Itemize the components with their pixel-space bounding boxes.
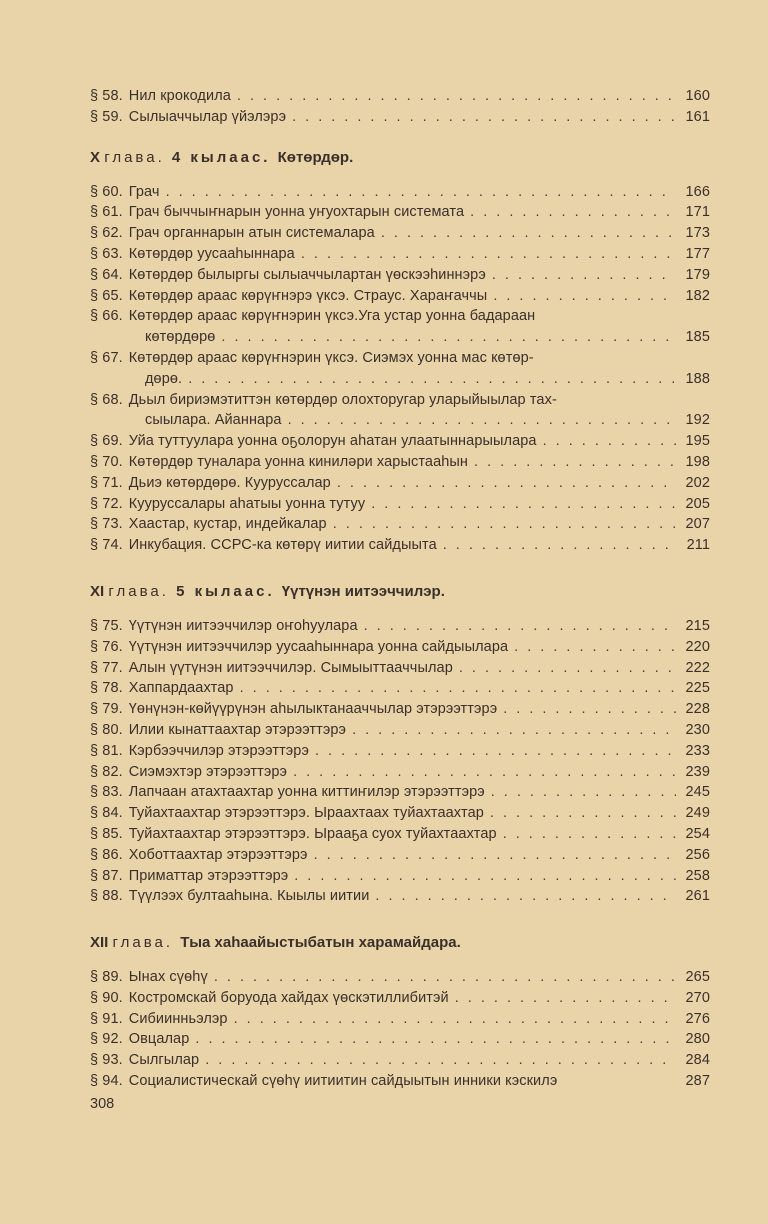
page-ref: 205 — [685, 495, 710, 512]
toc-entry-line — [90, 86, 710, 107]
section-number: § 62. — [90, 225, 123, 242]
toc-entry — [90, 967, 710, 988]
page-ref: 256 — [685, 846, 710, 863]
dot-leader — [470, 202, 676, 223]
dot-leader — [491, 782, 676, 803]
section-number: § 88. — [90, 888, 123, 905]
dot-leader — [288, 410, 676, 431]
chapter-number: XI — [90, 582, 109, 600]
dot-leader — [333, 514, 676, 535]
section-number: § 91. — [90, 1010, 123, 1027]
toc-entry — [90, 658, 710, 679]
toc-entry — [90, 86, 710, 107]
page-ref: 222 — [685, 659, 710, 676]
dot-leader — [234, 1009, 676, 1030]
section-title: Грач — [128, 183, 160, 200]
section-number: § 85. — [90, 825, 123, 842]
section-title: Приматтар этэрээттэрэ — [128, 867, 289, 884]
toc-entry — [90, 678, 710, 699]
dot-leader — [301, 244, 676, 265]
page-ref: 258 — [685, 867, 710, 884]
toc-entry — [90, 1009, 710, 1030]
page-ref: 249 — [685, 805, 710, 822]
toc-entry-line — [90, 886, 710, 907]
page-ref: 215 — [685, 617, 710, 634]
page-ref: 270 — [685, 989, 710, 1006]
toc-entry-line — [90, 535, 710, 556]
dot-leader — [294, 866, 676, 887]
section-number: § 86. — [90, 846, 123, 863]
section-number: § 63. — [90, 245, 123, 262]
toc-entry-line — [90, 265, 710, 286]
dot-leader — [490, 803, 676, 824]
section-number: § 74. — [90, 537, 123, 554]
section-number: § 60. — [90, 183, 123, 200]
toc-entry — [90, 107, 710, 128]
section-number: § 73. — [90, 516, 123, 533]
toc-entry-line — [90, 327, 710, 348]
section-title: Инкубация. ССРС-ка көтөрү иитии сайдыыта — [128, 537, 437, 554]
toc-entry-line — [90, 431, 710, 452]
chapter-title: Тыа хаһаайыстыбатын харамайдара. — [180, 934, 461, 952]
toc-entry — [90, 845, 710, 866]
toc-entry-line — [90, 452, 710, 473]
section-title: Илии кынаттаахтар этэрээттэрэ — [128, 721, 347, 738]
page-ref: 177 — [685, 245, 710, 262]
section-number: § 72. — [90, 495, 123, 512]
section-title: Уйа туттуулара уонна оҕолорун аһатан улаатыннарыылара — [128, 433, 537, 450]
section-title: Кэрбээччилэр этэрээттэрэ — [128, 742, 309, 759]
toc-entry-line — [90, 762, 710, 783]
toc-entry — [90, 473, 710, 494]
grade-label: 5 кылаас. — [176, 582, 282, 600]
page-ref: 160 — [685, 88, 710, 104]
section-title: көтөрдөрө — [145, 329, 216, 346]
toc-entry-line — [90, 348, 710, 369]
dot-leader — [364, 616, 676, 637]
toc-entry-line — [90, 410, 710, 431]
section-number: § 89. — [90, 969, 123, 986]
section-number: § 68. — [90, 391, 123, 408]
dot-leader — [492, 265, 676, 286]
toc-entry — [90, 699, 710, 720]
section-title: Көтөрдөр араас көрүҥнэрин үксэ. Сиэмэх уонна мас көтөр- — [128, 349, 534, 366]
toc-entry — [90, 988, 710, 1009]
section-title: Үүтүнэн иитээччилэр оҥоһуулара — [128, 617, 358, 634]
section-title: Сибиинньэлэр — [128, 1010, 228, 1027]
toc-entry-line — [90, 658, 710, 679]
chapter-label: глава. — [104, 148, 172, 166]
chapter-label: глава. — [112, 934, 181, 952]
toc-entry — [90, 866, 710, 887]
page-ref: 188 — [685, 370, 710, 387]
section-number: § 59. — [90, 108, 123, 125]
dot-leader — [514, 637, 676, 658]
section-title: Көтөрдөр араас көрүҥнэрэ үксэ. Страус. Хараҥаччы — [128, 287, 488, 304]
section-number: § 77. — [90, 659, 123, 676]
toc-entry-line — [90, 782, 710, 803]
dot-leader — [240, 678, 676, 699]
section-title: Нил крокодила — [128, 88, 231, 104]
section-title: Түүлээх бултааһына. Кыылы иитии — [128, 888, 370, 905]
toc-entry-line — [90, 107, 710, 128]
toc-entry — [90, 390, 710, 432]
section-title: сыылара. Айаннара — [145, 412, 282, 429]
toc-entry — [90, 637, 710, 658]
section-title: Ынах сүөһү — [128, 969, 208, 986]
section-number: § 80. — [90, 721, 123, 738]
toc-entry-line — [90, 720, 710, 741]
toc-entry — [90, 452, 710, 473]
toc-entry — [90, 886, 710, 907]
page-ref: 239 — [685, 763, 710, 780]
toc-entry-line — [90, 223, 710, 244]
dot-leader — [474, 452, 676, 473]
toc-entry — [90, 244, 710, 265]
page-ref: 198 — [685, 453, 710, 470]
toc-entry-line — [90, 866, 710, 887]
dot-leader — [375, 886, 676, 907]
page-ref: 207 — [685, 516, 710, 533]
dot-leader — [459, 658, 676, 679]
dot-leader — [371, 494, 676, 515]
section-number: § 64. — [90, 266, 123, 283]
page-ref: 173 — [685, 225, 710, 242]
toc-entry-line — [90, 803, 710, 824]
section-title: дөрө. — [145, 370, 183, 387]
page-ref: 161 — [685, 108, 710, 125]
toc-entry-line — [90, 306, 710, 327]
dot-leader — [337, 473, 676, 494]
page-ref: 202 — [685, 474, 710, 491]
page-ref: 195 — [685, 433, 710, 450]
dot-leader — [543, 431, 676, 452]
section-title: Грач органнарын атын системалара — [128, 225, 375, 242]
page-ref: 228 — [685, 701, 710, 718]
section-title: Туйахтаахтар этэрээттэрэ. Ырааҕа суох туйахтаахтар — [128, 825, 497, 842]
dot-leader — [352, 720, 676, 741]
toc-entry — [90, 265, 710, 286]
section-title: Туйахтаахтар этэрээттэрэ. Ыраахтаах туйахтаахтар — [128, 805, 484, 822]
section-number: § 65. — [90, 287, 123, 304]
page-ref: 284 — [685, 1052, 710, 1069]
toc-entry — [90, 720, 710, 741]
chapter-heading — [90, 933, 710, 953]
section-title: Лапчаан атахтаахтар уонна киттиҥилэр этэрээттэрэ — [128, 784, 485, 801]
section-number: § 58. — [90, 88, 123, 104]
section-number: § 67. — [90, 349, 123, 366]
toc-entry — [90, 182, 710, 203]
toc-entry — [90, 286, 710, 307]
section-number: § 81. — [90, 742, 123, 759]
section-title: Көтөрдөр былыргы сылыаччылартан үөскээһиннэрэ — [128, 266, 486, 283]
dot-leader — [455, 988, 676, 1009]
section-number: § 69. — [90, 433, 123, 450]
dot-leader — [293, 762, 676, 783]
chapter-title: Көтөрдөр. — [277, 148, 354, 166]
dot-leader — [381, 223, 676, 244]
toc-entry-line — [90, 741, 710, 762]
section-title: Хаппардаахтар — [128, 680, 234, 697]
toc-entry-line — [90, 616, 710, 637]
section-title: Сылыаччылар үйэлэрэ — [128, 108, 287, 125]
section-title: Хаастар, кустар, индейкалар — [128, 516, 327, 533]
toc-entry-line — [90, 678, 710, 699]
toc-group — [90, 582, 710, 907]
chapter-heading — [90, 582, 710, 602]
dot-leader — [292, 107, 676, 128]
section-number: § 92. — [90, 1031, 123, 1048]
dot-leader — [503, 824, 676, 845]
page-ref: 287 — [685, 1073, 710, 1090]
toc-entry-line — [90, 967, 710, 988]
toc-group — [90, 86, 710, 128]
toc-entry-line — [90, 244, 710, 265]
section-title: Көтөрдөр уусааһыннара — [128, 245, 295, 262]
page-ref: 261 — [685, 888, 710, 905]
toc-entry — [90, 306, 710, 348]
section-title: Куурусcалары аһатыы уонна тутуу — [128, 495, 366, 512]
toc-entry — [90, 762, 710, 783]
toc-entry — [90, 616, 710, 637]
toc-entry — [90, 803, 710, 824]
toc-entry — [90, 514, 710, 535]
dot-leader — [221, 327, 676, 348]
section-number: § 87. — [90, 867, 123, 884]
dot-leader — [315, 741, 676, 762]
section-number: § 83. — [90, 784, 123, 801]
dot-leader — [237, 86, 676, 107]
section-number: § 66. — [90, 308, 123, 325]
page-ref: 182 — [685, 287, 710, 304]
toc-entry-line — [90, 845, 710, 866]
toc-entry-line — [90, 824, 710, 845]
toc-entry — [90, 782, 710, 803]
section-number: § 94. — [90, 1073, 123, 1090]
page-ref: 265 — [685, 969, 710, 986]
toc-entry — [90, 1029, 710, 1050]
toc-entry — [90, 202, 710, 223]
toc-entry-line — [90, 286, 710, 307]
toc-entry-line — [90, 369, 710, 390]
section-title: Сиэмэхтэр этэрээттэрэ — [128, 763, 288, 780]
toc-entry — [90, 348, 710, 390]
toc-entry-line — [90, 182, 710, 203]
toc-entry-line — [90, 390, 710, 411]
chapter-title: Үүтүнэн иитээччилэр. — [281, 582, 445, 600]
section-title: Социалистическай сүөһү иитиитин сайдыытын инники кэскилэ — [128, 1073, 558, 1090]
toc-entry-line — [90, 494, 710, 515]
section-number: § 75. — [90, 617, 123, 634]
table-of-contents — [90, 86, 710, 1112]
page-ref: 179 — [685, 266, 710, 283]
section-title: Овцалар — [128, 1031, 190, 1048]
section-title: Көтөрдөр араас көрүҥнэрин үксэ.Уга устар уонна бадараан — [128, 308, 536, 325]
toc-entry-line — [90, 473, 710, 494]
toc-entry-line — [90, 202, 710, 223]
section-title: Дьыл бириэмэтиттэн көтөрдөр олохторугар уларыйыылар тах- — [128, 391, 557, 408]
section-title: Алын үүтүнэн иитээччилэр. Сымыыттааччылар — [128, 659, 453, 676]
toc-entry — [90, 223, 710, 244]
page-ref: 233 — [685, 742, 710, 759]
section-number: § 79. — [90, 701, 123, 718]
dot-leader — [214, 967, 676, 988]
toc-entry-line — [90, 1050, 710, 1071]
toc-entry — [90, 535, 710, 556]
toc-entry-line — [90, 637, 710, 658]
toc-entry-line — [90, 988, 710, 1009]
dot-leader — [493, 286, 676, 307]
section-number: § 93. — [90, 1052, 123, 1069]
toc-group — [90, 148, 710, 556]
chapter-label: глава. — [108, 582, 177, 600]
section-number: § 82. — [90, 763, 123, 780]
toc-group — [90, 933, 710, 1092]
page-ref: 185 — [685, 329, 710, 346]
toc-entry — [90, 1071, 710, 1092]
page-ref: 225 — [685, 680, 710, 697]
dot-leader — [443, 535, 676, 556]
page-ref: 166 — [685, 183, 710, 200]
page-ref: 276 — [685, 1010, 710, 1027]
section-title: Грач быччыҥнарын уонна уҥуохтарын системата — [128, 204, 465, 221]
dot-leader — [205, 1050, 676, 1071]
chapter-number: X — [90, 148, 105, 166]
toc-entry — [90, 494, 710, 515]
toc-entry-line — [90, 1071, 710, 1092]
section-title: Үөнүнэн-көйүүрүнэн аһылыктанааччылар этэрээттэрэ — [128, 701, 498, 718]
section-number: § 71. — [90, 474, 123, 491]
section-number: § 61. — [90, 204, 123, 221]
toc-entry-line — [90, 699, 710, 720]
page-ref: 211 — [686, 537, 710, 554]
toc-entry-line — [90, 1009, 710, 1030]
section-title: Көтөрдөр туналара уонна киниләри харыстааһын — [128, 453, 469, 470]
dot-leader — [503, 699, 676, 720]
toc-entry — [90, 824, 710, 845]
dot-leader — [314, 845, 676, 866]
page-number: 308 — [90, 1095, 115, 1112]
toc-groups — [90, 86, 710, 1092]
toc-entry — [90, 431, 710, 452]
section-title: Дьиэ көтөрдөрө. Куурусcалар — [128, 474, 331, 491]
toc-entry — [90, 741, 710, 762]
toc-entry — [90, 1050, 710, 1071]
section-number: § 76. — [90, 638, 123, 655]
page-ref: 192 — [685, 412, 710, 429]
page-ref: 220 — [685, 638, 710, 655]
page-ref: 280 — [685, 1031, 710, 1048]
dot-leader — [188, 369, 676, 390]
section-title: Сылгылар — [128, 1052, 200, 1069]
section-number: § 84. — [90, 805, 123, 822]
dot-leader — [195, 1029, 676, 1050]
section-title: Хоботтаахтар этэрээттэрэ — [128, 846, 308, 863]
section-number: § 70. — [90, 453, 123, 470]
dot-leader — [166, 182, 676, 203]
page-ref: 254 — [685, 825, 710, 842]
page-ref: 230 — [685, 721, 710, 738]
section-title: Костромскай боруода хайдах үөскэтиллибитэй — [128, 989, 449, 1006]
grade-label: 4 кылаас. — [171, 148, 278, 166]
chapter-number: XII — [90, 934, 113, 952]
toc-entry-line — [90, 514, 710, 535]
page-ref: 171 — [685, 204, 710, 221]
chapter-heading — [90, 148, 710, 168]
section-title: Үүтүнэн иитээччилэр уусааһыннара уонна сайдыылара — [128, 638, 509, 655]
section-number: § 78. — [90, 680, 123, 697]
page-ref: 245 — [685, 784, 710, 801]
section-number: § 90. — [90, 989, 123, 1006]
toc-entry-line — [90, 1029, 710, 1050]
